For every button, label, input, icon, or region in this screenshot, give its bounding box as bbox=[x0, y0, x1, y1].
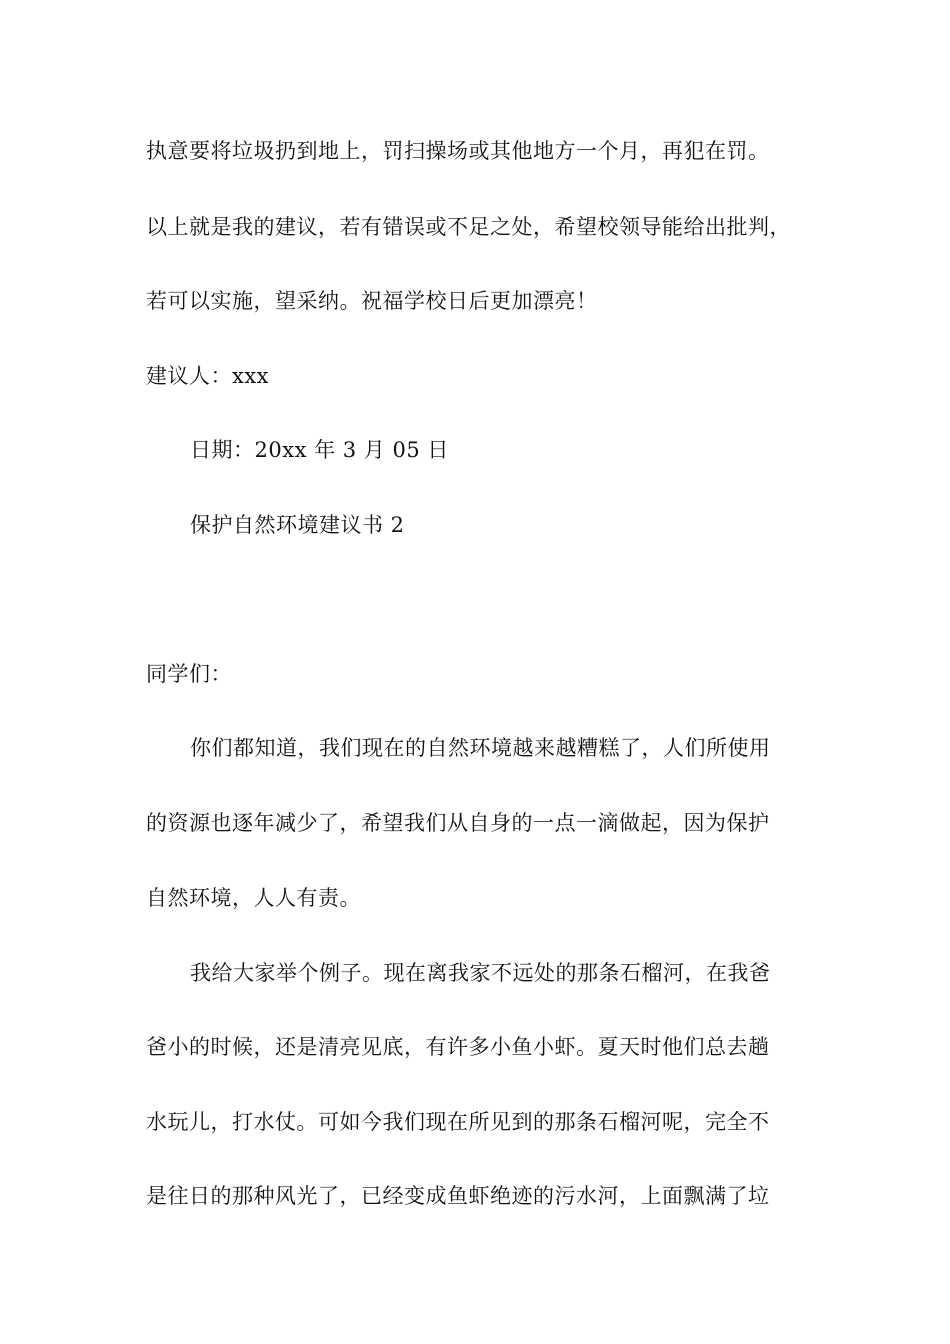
body-text-line: 的资源也逐年减少了，希望我们从自身的一点一滴做起，因为保护 bbox=[146, 811, 770, 835]
body-text-line: 若可以实施，望采纳。祝福学校日后更加漂亮！ bbox=[146, 289, 598, 313]
date-line: 日期：20xx 年 3 月 05 日 bbox=[190, 438, 449, 462]
section-title: 保护自然环境建议书 2 bbox=[190, 513, 405, 537]
body-text-line: 水玩儿，打水仗。可如今我们现在所见到的那条石榴河呢，完全不 bbox=[146, 1110, 770, 1134]
body-text-line: 是往日的那种风光了，已经变成鱼虾绝迹的污水河，上面飘满了垃 bbox=[146, 1184, 770, 1208]
salutation: 同学们： bbox=[146, 662, 232, 686]
proposer-line: 建议人：xxx bbox=[146, 364, 270, 388]
body-text-line: 执意要将垃圾扔到地上，罚扫操场或其他地方一个月，再犯在罚。 bbox=[146, 139, 770, 163]
body-text-line: 你们都知道，我们现在的自然环境越来越糟糕了，人们所使用 bbox=[190, 736, 771, 760]
body-text-line: 自然环境，人人有责。 bbox=[146, 886, 361, 910]
body-text-line: 我给大家举个例子。现在离我家不远处的那条石榴河，在我爸 bbox=[190, 961, 771, 985]
body-text-line: 爸小的时候，还是清亮见底，有许多小鱼小虾。夏天时他们总去趟 bbox=[146, 1035, 770, 1059]
body-text-line: 以上就是我的建议，若有错误或不足之处，希望校领导能给出批判， bbox=[146, 215, 791, 239]
